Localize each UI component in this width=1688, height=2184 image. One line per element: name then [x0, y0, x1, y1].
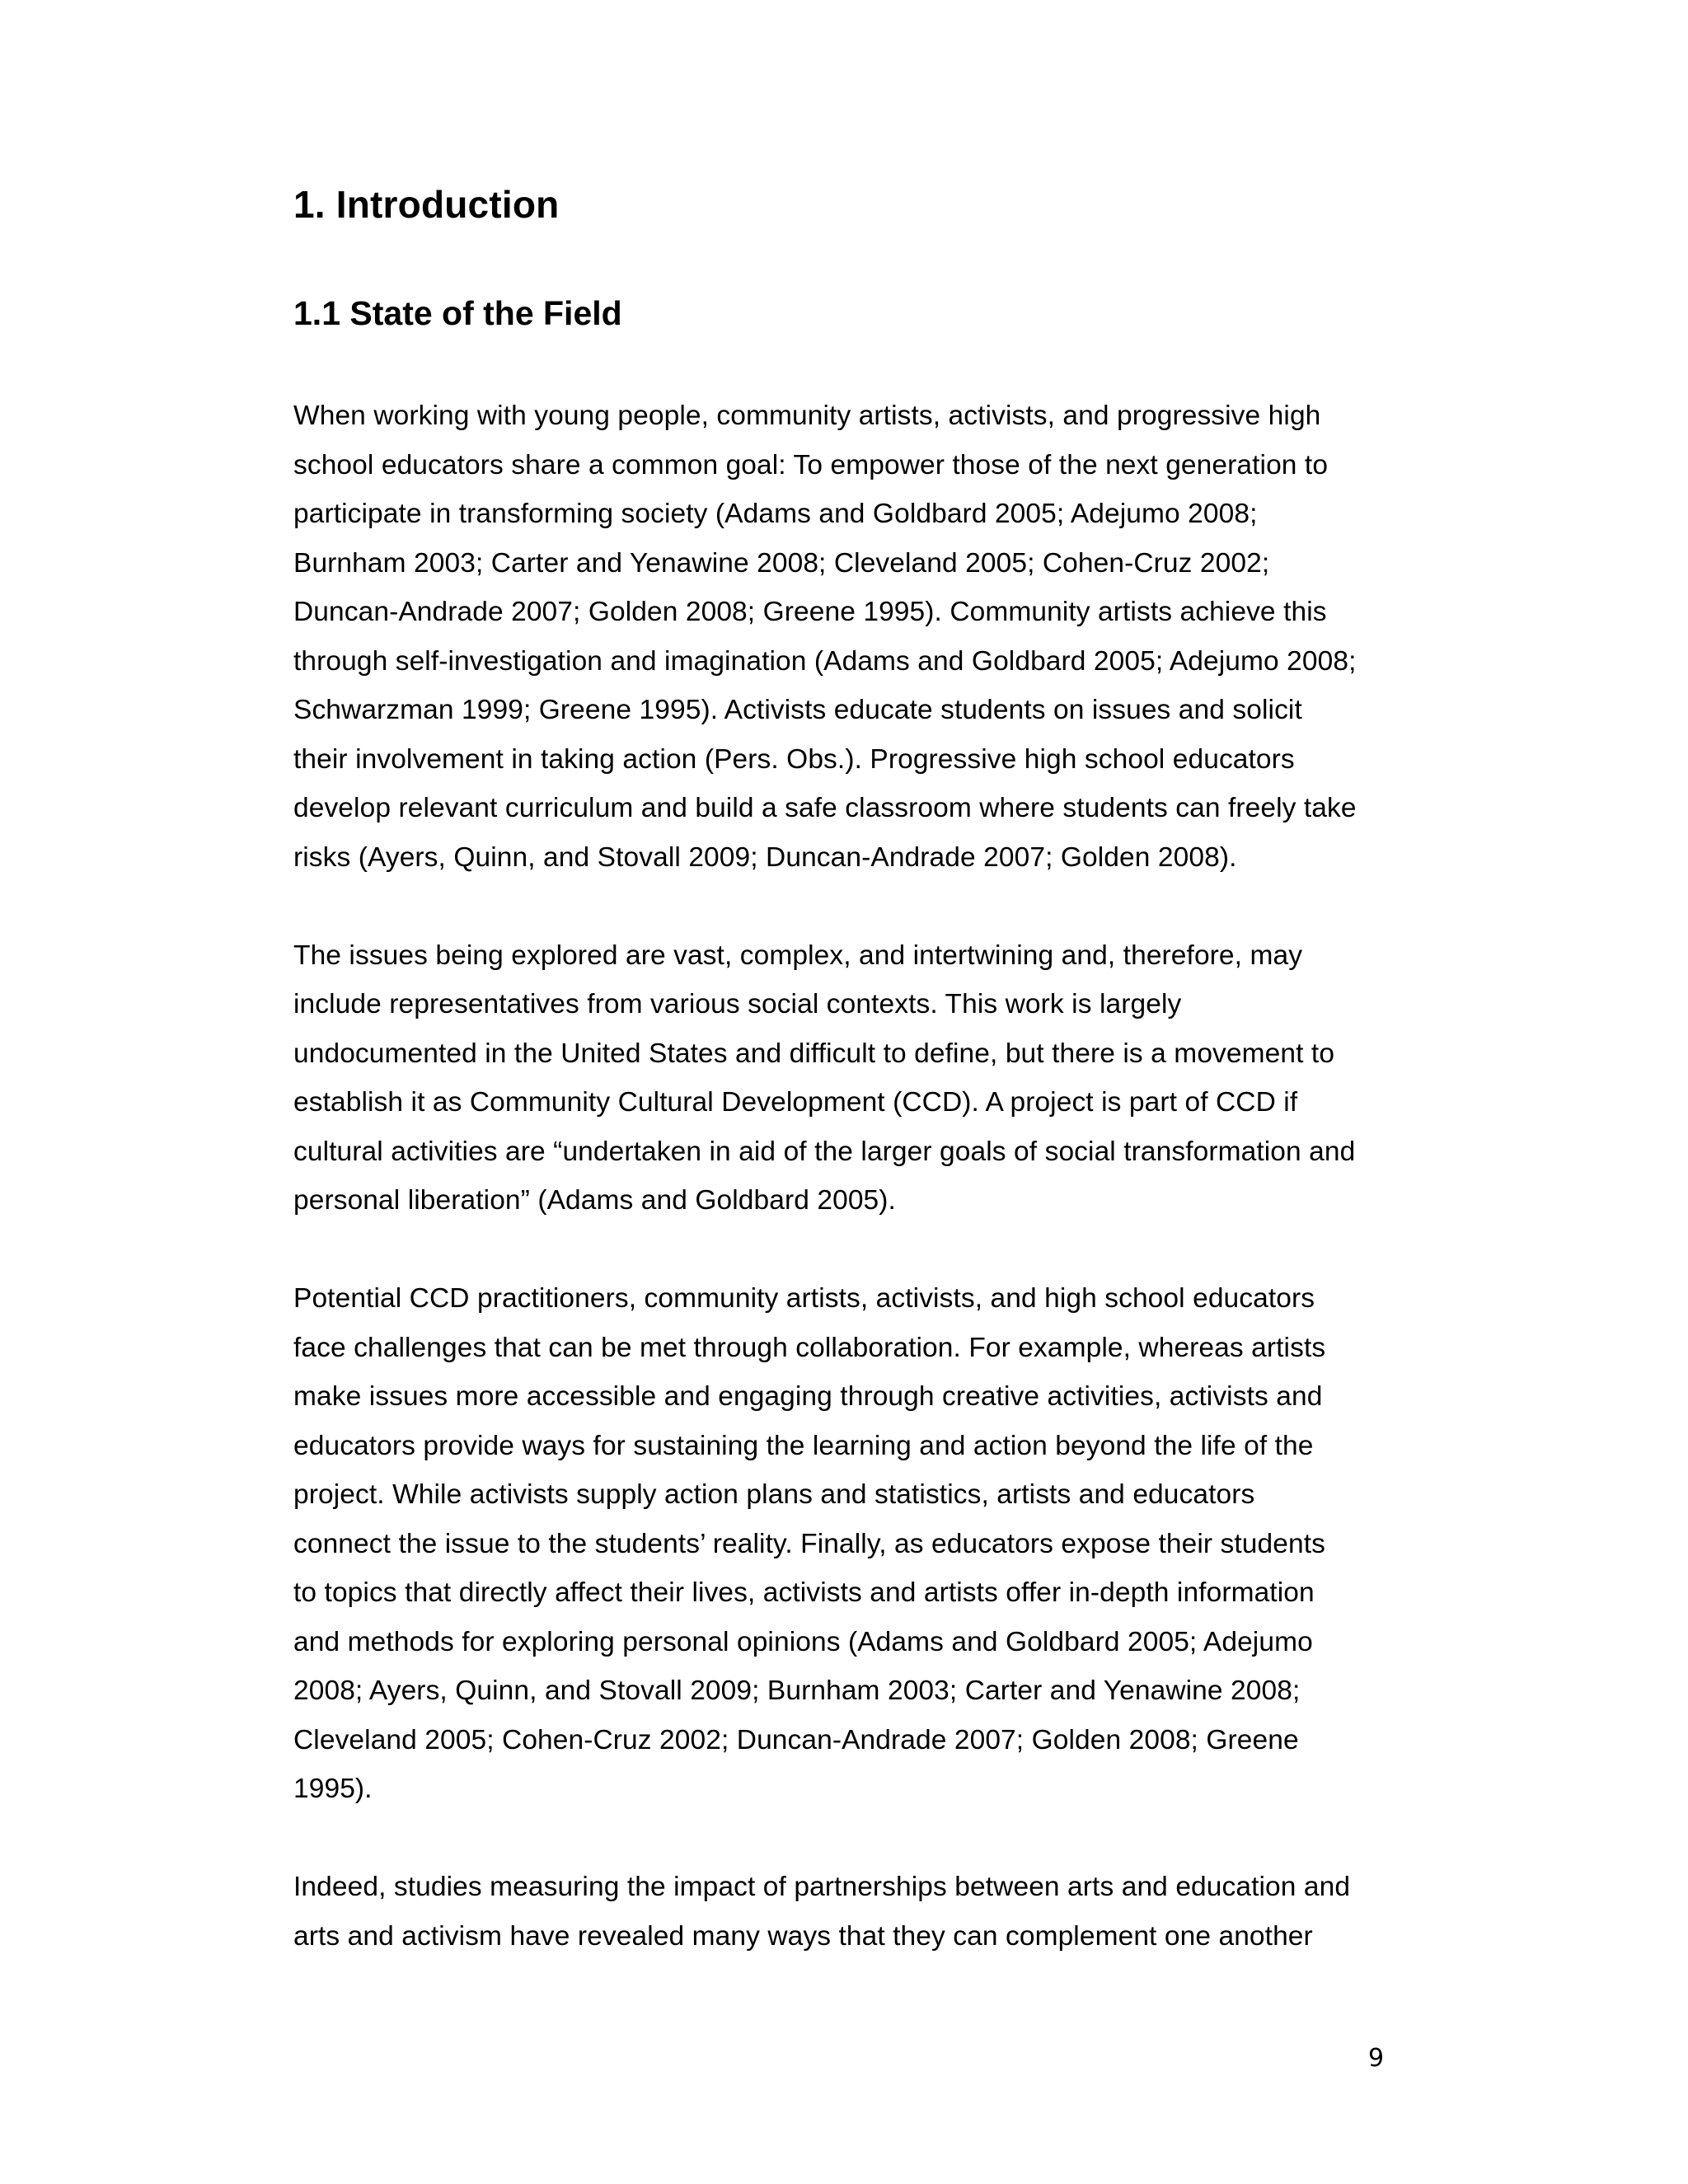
- text-line: their involvement in taking action (Pers. Obs.). Progressive high school educators: [293, 743, 1295, 775]
- text-line: Cleveland 2005; Cohen-Cruz 2002; Duncan-Andrade 2007; Golden 2008; Greene: [293, 1724, 1299, 1755]
- text-line: establish it as Community Cultural Development (CCD). A project is part of CCD if: [293, 1087, 1298, 1118]
- text-line: 2008; Ayers, Quinn, and Stovall 2009; Burnham 2003; Carter and Yenawine 2008;: [293, 1675, 1301, 1706]
- text-line: The issues being explored are vast, complex, and intertwining and, therefore, may: [293, 940, 1303, 971]
- text-line: undocumented in the United States and difficult to define, but there is a movement to: [293, 1038, 1335, 1069]
- section-heading: 1. Introduction: [293, 183, 560, 226]
- text-line: Duncan-Andrade 2007; Golden 2008; Greene 1995). Community artists achieve this: [293, 597, 1327, 627]
- text-line: school educators share a common goal: To empower those of the next generation to: [293, 449, 1329, 480]
- subsection-heading: 1.1 State of the Field: [293, 294, 622, 332]
- text-line: develop relevant curriculum and build a safe classroom where students can freely take: [293, 793, 1357, 823]
- paragraph-1: [293, 391, 1398, 882]
- body-text: [293, 391, 1398, 1961]
- text-line: Schwarzman 1999; Greene 1995). Activists educate students on issues and solicit: [293, 695, 1302, 725]
- text-line: make issues more accessible and engaging through creative activities, activists and: [293, 1381, 1323, 1412]
- text-line: When working with young people, community artists, activists, and progressive high: [293, 401, 1321, 431]
- text-line: to topics that directly affect their lives, activists and artists offer in-depth information: [293, 1577, 1315, 1608]
- text-line: arts and activism have revealed many ways that they can complement one another: [293, 1920, 1313, 1952]
- text-line: connect the issue to the students’ reality. Finally, as educators expose their students: [293, 1528, 1325, 1559]
- page-number: 9: [1368, 2044, 1385, 2073]
- text-line: 1995).: [293, 1774, 373, 1804]
- text-line: Indeed, studies measuring the impact of partnerships between arts and education and: [293, 1872, 1351, 1902]
- text-line: and methods for exploring personal opinions (Adams and Goldbard 2005; Adejumo: [293, 1626, 1313, 1657]
- text-line: include representatives from various social contexts. This work is largely: [293, 989, 1182, 1019]
- text-line: face challenges that can be met through collaboration. For example, whereas artists: [293, 1332, 1326, 1363]
- text-line: Potential CCD practitioners, community artists, activists, and high school educators: [293, 1283, 1315, 1314]
- text-line: project. While activists supply action plans and statistics, artists and educators: [293, 1479, 1255, 1510]
- text-line: personal liberation” (Adams and Goldbard 2005).: [293, 1185, 896, 1216]
- text-line: participate in transforming society (Adams and Goldbard 2005; Adejumo 2008;: [293, 499, 1258, 529]
- text-line: risks (Ayers, Quinn, and Stovall 2009; Duncan-Andrade 2007; Golden 2008).: [293, 841, 1237, 873]
- paragraph-3: [293, 1274, 1398, 1814]
- text-line: cultural activities are “undertaken in aid of the larger goals of social transformation and: [293, 1136, 1356, 1167]
- text-line: through self-investigation and imagination (Adams and Goldbard 2005; Adejumo 2008;: [293, 645, 1357, 677]
- paragraph-2: [293, 931, 1398, 1226]
- paragraph-4: [293, 1863, 1398, 1961]
- text-line: Burnham 2003; Carter and Yenawine 2008; Cleveland 2005; Cohen-Cruz 2002;: [293, 547, 1270, 579]
- text-line: educators provide ways for sustaining the learning and action beyond the life of the: [293, 1430, 1314, 1461]
- page-content: [293, 181, 1398, 1961]
